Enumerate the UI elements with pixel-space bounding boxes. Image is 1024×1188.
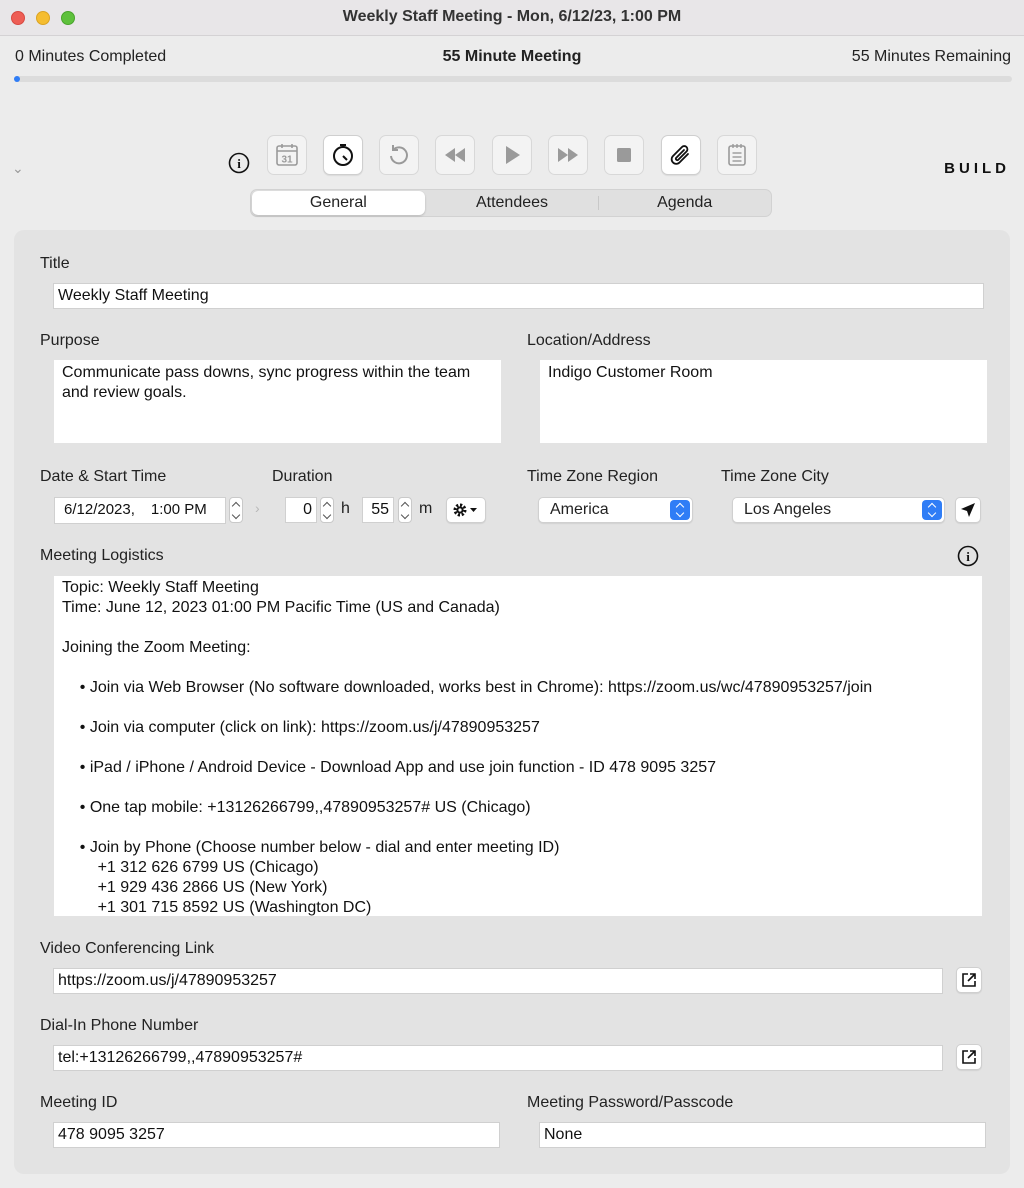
tab-divider bbox=[598, 196, 599, 210]
hours-unit-label: h bbox=[341, 500, 350, 517]
tab-agenda[interactable]: Agenda bbox=[657, 194, 713, 211]
notes-button[interactable] bbox=[717, 135, 757, 175]
date-time-stepper[interactable] bbox=[229, 497, 243, 523]
duration-options-button[interactable] bbox=[446, 497, 486, 523]
stop-icon bbox=[611, 142, 637, 168]
locate-button[interactable] bbox=[955, 497, 981, 523]
video-link-label: Video Conferencing Link bbox=[40, 940, 215, 957]
open-video-link-button[interactable] bbox=[956, 967, 982, 993]
svg-text:i: i bbox=[966, 549, 970, 564]
title-field[interactable]: Weekly Staff Meeting bbox=[53, 283, 984, 309]
video-link-field[interactable]: https://zoom.us/j/47890953257 bbox=[53, 968, 943, 994]
tz-city-label: Time Zone City bbox=[721, 468, 829, 485]
tab-attendees[interactable]: Attendees bbox=[475, 194, 549, 211]
logistics-field[interactable]: Topic: Weekly Staff Meeting Time: June 12, 2023 01:00 PM Pacific Time (US and Canada) Joining the Zoom Meeting: • Join via Web Browser (No software downloaded, works best in Chrome): https://zoom.us/wc/47890953257/join • Join via computer (click on link): https://zoom.us/j/47890953257 • iPad / iPhone / Android Device - Download App and use join function - ID 478 9095 3257 • One tap mobile: +13126266799,,47890953257# US (Chicago) • Join by Phone (Choose number below - dial and enter meeting ID) +1 312 626 6799 US (Chicago) +1 929 436 2866 US (New York) +1 301 715 8592 US (Washington DC) bbox=[54, 576, 982, 916]
calendar-button[interactable] bbox=[267, 135, 307, 175]
logistics-label: Meeting Logistics bbox=[40, 547, 164, 564]
window-title: Weekly Staff Meeting - Mon, 6/12/23, 1:00 PM bbox=[342, 8, 682, 25]
reset-button[interactable] bbox=[379, 135, 419, 175]
external-link-icon bbox=[960, 1048, 978, 1066]
minutes-unit-label: m bbox=[419, 500, 433, 517]
timer-icon bbox=[330, 142, 356, 168]
chevron-down-icon[interactable]: ⌄ bbox=[12, 160, 24, 176]
rewind-icon bbox=[442, 142, 468, 168]
duration-hours-field[interactable]: 0 bbox=[285, 497, 317, 523]
tz-city-select[interactable] bbox=[732, 497, 945, 523]
meeting-progress-bar bbox=[14, 76, 1012, 82]
duration-minutes-stepper[interactable] bbox=[398, 497, 412, 523]
fast-forward-button[interactable] bbox=[548, 135, 588, 175]
attachment-button[interactable] bbox=[661, 135, 701, 175]
location-field[interactable]: Indigo Customer Room bbox=[540, 360, 987, 443]
purpose-label: Purpose bbox=[40, 332, 100, 349]
stop-button[interactable] bbox=[604, 135, 644, 175]
fast-forward-icon bbox=[555, 142, 581, 168]
tab-bar bbox=[250, 189, 772, 217]
select-arrows-icon bbox=[670, 500, 690, 520]
date-time-picker[interactable] bbox=[54, 497, 226, 524]
date-value[interactable]: 6/12/2023, bbox=[64, 501, 135, 518]
duration-label: Duration bbox=[272, 468, 333, 485]
calendar-day-text: 31 bbox=[281, 154, 293, 166]
time-value[interactable]: 1:00 PM bbox=[150, 501, 207, 518]
tz-region-value: America bbox=[550, 501, 609, 518]
open-dial-in-button[interactable] bbox=[956, 1044, 982, 1070]
meeting-id-field[interactable]: 478 9095 3257 bbox=[53, 1122, 500, 1148]
minutes-remaining-label: 55 Minutes Remaining bbox=[851, 48, 1011, 65]
timer-button[interactable] bbox=[323, 135, 363, 175]
external-link-icon bbox=[960, 971, 978, 989]
duration-hours-stepper[interactable] bbox=[320, 497, 334, 523]
title-label: Title bbox=[40, 255, 70, 272]
tab-general[interactable]: General bbox=[252, 191, 425, 215]
password-field[interactable]: None bbox=[539, 1122, 986, 1148]
select-arrows-icon bbox=[922, 500, 942, 520]
info-icon[interactable] bbox=[957, 545, 979, 567]
tz-region-select[interactable] bbox=[538, 497, 693, 523]
attachment-icon bbox=[668, 142, 694, 168]
meeting-id-label: Meeting ID bbox=[40, 1094, 118, 1111]
play-icon bbox=[499, 142, 525, 168]
build-mode-label[interactable]: BUILD bbox=[944, 160, 1010, 177]
dial-in-field[interactable]: tel:+13126266799,,47890953257# bbox=[53, 1045, 943, 1071]
location-arrow-icon bbox=[959, 501, 977, 519]
dial-in-label: Dial-In Phone Number bbox=[40, 1017, 199, 1034]
play-button[interactable] bbox=[492, 135, 532, 175]
password-label: Meeting Password/Passcode bbox=[527, 1094, 734, 1111]
tz-region-label: Time Zone Region bbox=[527, 468, 659, 485]
calendar-icon bbox=[274, 142, 300, 168]
duration-minutes-field[interactable]: 55 bbox=[362, 497, 394, 523]
rewind-button[interactable] bbox=[435, 135, 475, 175]
title-bar bbox=[0, 0, 1024, 36]
svg-text:i: i bbox=[237, 156, 241, 171]
date-start-label: Date & Start Time bbox=[40, 468, 167, 485]
tz-city-value: Los Angeles bbox=[744, 501, 832, 518]
gear-icon bbox=[451, 501, 481, 519]
info-icon[interactable] bbox=[228, 152, 250, 174]
purpose-field[interactable]: Communicate pass downs, sync progress within the team and review goals. bbox=[54, 360, 501, 443]
location-label: Location/Address bbox=[527, 332, 651, 349]
notes-icon bbox=[724, 142, 750, 168]
minutes-completed-label: 0 Minutes Completed bbox=[15, 48, 167, 65]
meeting-progress-fill bbox=[14, 76, 20, 82]
meeting-length-label: 55 Minute Meeting bbox=[442, 48, 582, 65]
chevron-right-icon: › bbox=[255, 500, 260, 516]
reset-icon bbox=[386, 142, 412, 168]
